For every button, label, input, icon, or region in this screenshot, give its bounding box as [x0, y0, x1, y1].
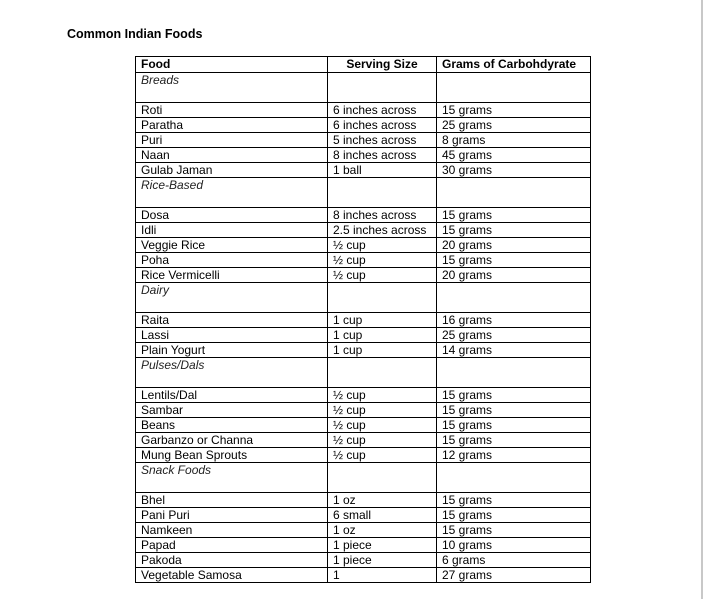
- table-row: [136, 553, 591, 568]
- serving-size-cell: 1 ball: [328, 163, 437, 178]
- food-cell: Poha: [136, 253, 328, 268]
- category-label: Dairy: [136, 283, 328, 313]
- table-row: [136, 133, 591, 148]
- serving-size-cell: 6 small: [328, 508, 437, 523]
- serving-size-cell: ½ cup: [328, 448, 437, 463]
- carbohydrate-cell: 15 grams: [437, 103, 591, 118]
- table-row: [136, 253, 591, 268]
- empty-cell: [437, 178, 591, 208]
- empty-cell: [437, 358, 591, 388]
- category-label: Rice-Based: [136, 178, 328, 208]
- foods-table: [135, 56, 591, 583]
- food-cell: Paratha: [136, 118, 328, 133]
- food-cell: Mung Bean Sprouts: [136, 448, 328, 463]
- table-row: [136, 403, 591, 418]
- food-cell: Plain Yogurt: [136, 343, 328, 358]
- food-cell: Sambar: [136, 403, 328, 418]
- food-cell: Vegetable Samosa: [136, 568, 328, 583]
- table-header-row: [136, 57, 591, 73]
- carbohydrate-cell: 45 grams: [437, 148, 591, 163]
- category-label: Pulses/Dals: [136, 358, 328, 388]
- serving-size-cell: 2.5 inches across: [328, 223, 437, 238]
- serving-size-cell: ½ cup: [328, 418, 437, 433]
- serving-size-cell: ½ cup: [328, 268, 437, 283]
- carbohydrate-cell: 20 grams: [437, 238, 591, 253]
- carbohydrate-cell: 15 grams: [437, 388, 591, 403]
- carbohydrate-cell: 20 grams: [437, 268, 591, 283]
- document-title: Common Indian Foods: [67, 27, 203, 41]
- table-row: [136, 238, 591, 253]
- food-cell: Naan: [136, 148, 328, 163]
- food-cell: Namkeen: [136, 523, 328, 538]
- carbohydrate-cell: 15 grams: [437, 508, 591, 523]
- category-row: [136, 463, 591, 493]
- category-row: [136, 178, 591, 208]
- table-row: [136, 208, 591, 223]
- empty-cell: [437, 283, 591, 313]
- empty-cell: [328, 463, 437, 493]
- table-row: [136, 493, 591, 508]
- carbohydrate-cell: 14 grams: [437, 343, 591, 358]
- carbohydrate-cell: 6 grams: [437, 553, 591, 568]
- empty-cell: [328, 73, 437, 103]
- category-row: [136, 283, 591, 313]
- table-row: [136, 448, 591, 463]
- category-row: [136, 73, 591, 103]
- serving-size-cell: 1: [328, 568, 437, 583]
- carbohydrate-cell: 16 grams: [437, 313, 591, 328]
- carbohydrate-cell: 15 grams: [437, 223, 591, 238]
- carbohydrate-cell: 8 grams: [437, 133, 591, 148]
- serving-size-cell: 8 inches across: [328, 208, 437, 223]
- header-grams-carbohydrate: Grams of Carbohdyrate: [437, 57, 591, 73]
- category-row: [136, 358, 591, 388]
- serving-size-cell: 6 inches across: [328, 103, 437, 118]
- header-serving-size: Serving Size: [328, 57, 437, 73]
- table-row: [136, 418, 591, 433]
- food-cell: Puri: [136, 133, 328, 148]
- carbohydrate-cell: 15 grams: [437, 403, 591, 418]
- table-row: [136, 538, 591, 553]
- table-row: [136, 148, 591, 163]
- carbohydrate-cell: 10 grams: [437, 538, 591, 553]
- carbohydrate-cell: 12 grams: [437, 448, 591, 463]
- serving-size-cell: ½ cup: [328, 238, 437, 253]
- carbohydrate-cell: 30 grams: [437, 163, 591, 178]
- carbohydrate-cell: 15 grams: [437, 523, 591, 538]
- carbohydrate-cell: 25 grams: [437, 328, 591, 343]
- table-row: [136, 568, 591, 583]
- header-food: Food: [136, 57, 328, 73]
- serving-size-cell: ½ cup: [328, 388, 437, 403]
- carbohydrate-cell: 15 grams: [437, 433, 591, 448]
- table-row: [136, 118, 591, 133]
- carbohydrate-cell: 27 grams: [437, 568, 591, 583]
- table-row: [136, 268, 591, 283]
- table-row: [136, 313, 591, 328]
- empty-cell: [328, 283, 437, 313]
- category-label: Snack Foods: [136, 463, 328, 493]
- serving-size-cell: ½ cup: [328, 433, 437, 448]
- food-cell: Lentils/Dal: [136, 388, 328, 403]
- carbohydrate-cell: 15 grams: [437, 418, 591, 433]
- food-cell: Lassi: [136, 328, 328, 343]
- table-row: [136, 223, 591, 238]
- table-row: [136, 343, 591, 358]
- serving-size-cell: 1 oz: [328, 523, 437, 538]
- carbohydrate-cell: 15 grams: [437, 253, 591, 268]
- carbohydrate-cell: 15 grams: [437, 208, 591, 223]
- carbohydrate-cell: 15 grams: [437, 493, 591, 508]
- empty-cell: [437, 463, 591, 493]
- serving-size-cell: 1 piece: [328, 538, 437, 553]
- table-row: [136, 163, 591, 178]
- food-cell: Beans: [136, 418, 328, 433]
- table-row: [136, 103, 591, 118]
- empty-cell: [328, 178, 437, 208]
- table-row: [136, 388, 591, 403]
- food-cell: Bhel: [136, 493, 328, 508]
- serving-size-cell: 1 cup: [328, 343, 437, 358]
- food-cell: Rice Vermicelli: [136, 268, 328, 283]
- serving-size-cell: 1 oz: [328, 493, 437, 508]
- table-row: [136, 523, 591, 538]
- food-cell: Dosa: [136, 208, 328, 223]
- serving-size-cell: 1 cup: [328, 328, 437, 343]
- food-cell: Raita: [136, 313, 328, 328]
- serving-size-cell: ½ cup: [328, 253, 437, 268]
- table-row: [136, 508, 591, 523]
- serving-size-cell: 1 cup: [328, 313, 437, 328]
- food-cell: Pakoda: [136, 553, 328, 568]
- category-label: Breads: [136, 73, 328, 103]
- food-cell: Roti: [136, 103, 328, 118]
- food-cell: Papad: [136, 538, 328, 553]
- carbohydrate-cell: 25 grams: [437, 118, 591, 133]
- empty-cell: [437, 73, 591, 103]
- serving-size-cell: 8 inches across: [328, 148, 437, 163]
- serving-size-cell: ½ cup: [328, 403, 437, 418]
- food-cell: Gulab Jaman: [136, 163, 328, 178]
- food-cell: Pani Puri: [136, 508, 328, 523]
- food-cell: Garbanzo or Channa: [136, 433, 328, 448]
- food-cell: Idli: [136, 223, 328, 238]
- serving-size-cell: 1 piece: [328, 553, 437, 568]
- serving-size-cell: 5 inches across: [328, 133, 437, 148]
- food-cell: Veggie Rice: [136, 238, 328, 253]
- table-row: [136, 433, 591, 448]
- empty-cell: [328, 358, 437, 388]
- serving-size-cell: 6 inches across: [328, 118, 437, 133]
- table-row: [136, 328, 591, 343]
